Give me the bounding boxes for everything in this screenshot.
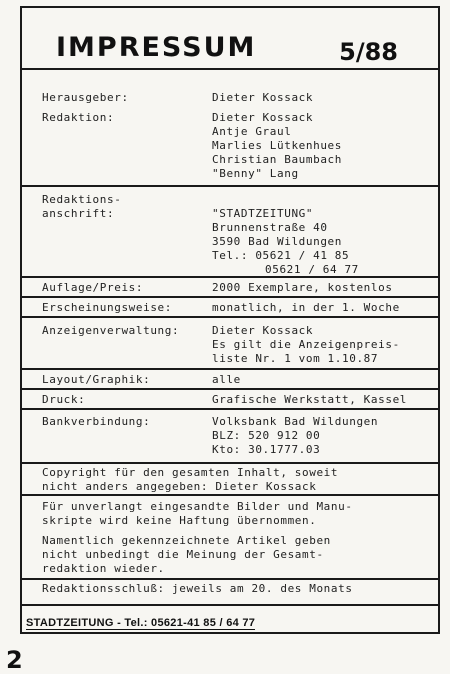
anschrift-phone: 05621 / 64 77 [265,263,359,276]
row-auflage [22,278,438,298]
row-druck [22,390,438,410]
druck-value: Grafische Werkstatt, Kassel [212,393,408,406]
anschrift-label: Redaktions- [42,193,122,206]
hinweis-line: Namentlich gekennzeichnete Artikel geben [42,534,331,547]
hinweis-line: nicht unbedingt die Meinung der Gesamt- [42,548,324,561]
issue-number: 5/88 [339,38,398,66]
anschrift-label: anschrift: [42,207,115,220]
anzeigen-line: Es gilt die Anzeigenpreis- [212,338,400,351]
bank-line: BLZ: 520 912 00 [212,429,321,442]
row-anschrift [22,187,438,278]
row-copyright [22,464,438,496]
redaktion-name: "Benny" Lang [212,167,299,180]
redaktion-name: Marlies Lütkenhues [212,139,343,152]
auflage-label: Auflage/Preis: [42,281,144,294]
druck-label: Druck: [42,393,86,406]
layout-label: Layout/Graphik: [42,373,151,386]
page-number: 2 [6,646,23,674]
footer-contact: STADTZEITUNG - Tel.: 05621-41 85 / 64 77 [26,617,256,629]
copyright-line: Copyright für den gesamten Inhalt, soweit [42,466,339,479]
row-redaktionsschluss [22,580,438,606]
anzeigen-label: Anzeigenverwaltung: [42,324,180,337]
hinweis-line: skripte wird keine Haftung übernommen. [42,514,317,527]
bank-line: Volksbank Bad Wildungen [212,415,379,428]
erscheinung-value: monatlich, in der 1. Woche [212,301,400,314]
herausgeber-label: Herausgeber: [42,91,129,104]
row-bank [22,410,438,464]
layout-value: alle [212,373,241,386]
erscheinung-label: Erscheinungsweise: [42,301,173,314]
herausgeber-value: Dieter Kossack [212,91,314,104]
hinweis-line: redaktion wieder. [42,562,165,575]
anschrift-line: "STADTZEITUNG" [212,207,314,220]
bank-line: Kto: 30.1777.03 [212,443,321,456]
anschrift-line: Brunnenstraße 40 [212,221,328,234]
anschrift-line: 3590 Bad Wildungen [212,235,343,248]
redaktion-name: Antje Graul [212,125,292,138]
copyright-line: nicht anders angegeben: Dieter Kossack [42,480,317,493]
auflage-value: 2000 Exemplare, kostenlos [212,281,393,294]
anschrift-phone: Tel.: 05621 / 41 85 [212,249,350,262]
anzeigen-line: liste Nr. 1 vom 1.10.87 [212,352,379,365]
redaktion-label: Redaktion: [42,111,115,124]
row-erscheinungsweise [22,298,438,318]
row-hinweise [22,496,438,580]
redaktion-name: Dieter Kossack [212,111,314,124]
redaktionsschluss-text: Redaktionsschluß: jeweils am 20. des Monats [42,582,353,595]
impressum-box [20,6,440,634]
hinweis-line: Für unverlangt eingesandte Bilder und Manu- [42,500,353,513]
page-title: IMPRESSUM [56,32,257,63]
redaktion-name: Christian Baumbach [212,153,343,166]
row-herausgeber-redaktion [22,70,438,187]
row-anzeigen [22,318,438,370]
bank-label: Bankverbindung: [42,415,151,428]
row-layout [22,370,438,390]
anzeigen-line: Dieter Kossack [212,324,314,337]
impressum-header [22,8,438,70]
